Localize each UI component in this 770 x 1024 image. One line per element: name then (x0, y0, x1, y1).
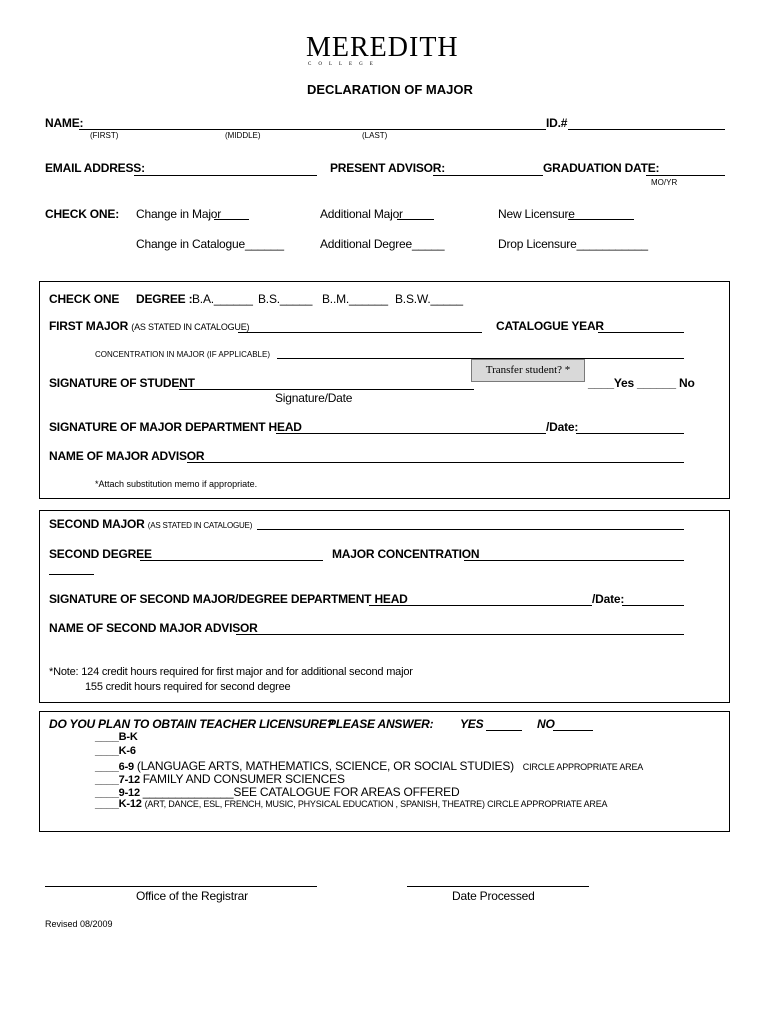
licensure-7-12-area: FAMILY AND CONSUMER SCIENCES (142, 772, 345, 786)
first-major-text: FIRST MAJOR (49, 319, 129, 333)
licensure-6-9-areas: (LANGUAGE ARTS, MATHEMATICS, SCIENCE, OR SOCIAL STUDIES) (136, 759, 514, 773)
last-name-hint: (LAST) (362, 131, 388, 140)
check-one-label: CHECK ONE: (45, 207, 120, 221)
second-advisor-label: NAME OF SECOND MAJOR ADVISOR (49, 621, 258, 635)
second-head-date-label: /Date: (592, 592, 625, 606)
catalogue-year-label: CATALOGUE YEAR (496, 319, 604, 333)
email-field[interactable] (134, 175, 317, 176)
second-major-label (49, 517, 252, 531)
attach-memo-note: *Attach substitution memo if appropriate. (95, 479, 258, 489)
registrar-caption: Office of the Registrar (136, 889, 248, 903)
degree-check-one-label: CHECK ONE (49, 292, 120, 306)
graduation-date-field[interactable] (646, 175, 725, 176)
first-major-as-stated: (AS STATED IN CATALOGUE) (131, 322, 250, 332)
option-additional-degree[interactable] (320, 237, 444, 251)
mo-yr-hint: MO/YR (651, 178, 678, 187)
licensure-7-12-row (95, 772, 345, 786)
major-advisor-label: NAME OF MAJOR ADVISOR (49, 449, 205, 463)
second-major-text: SECOND MAJOR (49, 517, 145, 531)
middle-name-hint: (MIDDLE) (225, 131, 261, 140)
licensure-no-blank[interactable] (553, 730, 593, 731)
second-major-as-stated: (AS STATED IN CATALOGUE) (147, 521, 253, 530)
name-field[interactable] (79, 129, 546, 130)
date-processed-line[interactable] (407, 886, 589, 887)
present-advisor-field[interactable] (433, 175, 543, 176)
id-field[interactable] (568, 129, 725, 130)
major-concentration-label: MAJOR CONCENTRATION (332, 547, 480, 561)
concentration-label: CONCENTRATION IN MAJOR (IF APPLICABLE) (95, 350, 270, 359)
option-change-catalogue-label: Change in Catalogue (136, 237, 245, 251)
logo-wordmark: MEREDITH (306, 32, 459, 63)
transfer-no[interactable]: ______ No (637, 376, 695, 390)
licensure-9-12-row (95, 785, 459, 799)
option-change-major-label: Change in Major (136, 207, 222, 221)
dept-head-date-label: /Date: (546, 420, 579, 434)
licensure-k-12-row (95, 798, 607, 810)
logo-subtext: COLLEGE (308, 62, 380, 67)
licensure-no-label: NO (537, 717, 555, 731)
licensure-9-12[interactable]: ____9-12 (95, 787, 140, 799)
id-label: ID.# (546, 116, 568, 130)
major-concentration-field[interactable] (464, 560, 684, 561)
degree-ba-option[interactable]: B.A.______ (192, 292, 253, 306)
degree-bsw-option[interactable]: B.S.W._____ (395, 292, 463, 306)
transfer-tooltip-text: Transfer student? * (485, 364, 571, 376)
degree-label: DEGREE : (136, 292, 193, 306)
option-additional-degree-label: Additional Degree (320, 237, 412, 251)
college-logo (306, 34, 466, 68)
revised-date: Revised 08/2009 (45, 919, 113, 929)
present-advisor-label: PRESENT ADVISOR: (330, 161, 446, 175)
sig-dept-head-field[interactable] (276, 433, 546, 434)
option-change-catalogue[interactable] (136, 237, 284, 251)
credit-note-line2: 155 credit hours required for second degree (85, 681, 291, 693)
option-drop-licensure[interactable] (498, 237, 648, 251)
first-name-hint: (FIRST) (90, 131, 119, 140)
change-major-blank[interactable] (214, 219, 249, 220)
sig-second-head-field[interactable] (369, 605, 592, 606)
sig-dept-head-label: SIGNATURE OF MAJOR DEPARTMENT HEAD (49, 420, 302, 434)
graduation-date-label: GRADUATION DATE: (543, 161, 660, 175)
degree-bm-option[interactable]: B..M.______ (322, 292, 388, 306)
major-advisor-field[interactable] (187, 462, 684, 463)
licensure-7-12[interactable]: ____7-12 (95, 774, 140, 786)
licensure-9-12-area: ______________SEE CATALOGUE FOR AREAS OFFERED (142, 785, 460, 799)
transfer-student-tooltip (471, 359, 585, 382)
licensure-6-9-circle-note: CIRCLE APPROPRIATE AREA (522, 762, 644, 772)
licensure-k-12-areas: (ART, DANCE, ESL, FRENCH, MUSIC, PHYSICAL EDUCATION , SPANISH, THEATRE) CIRCLE APPROPRIATE AREA (144, 799, 608, 809)
additional-major-blank[interactable] (397, 219, 434, 220)
page-title: DECLARATION OF MAJOR (307, 82, 473, 97)
first-major-section (39, 281, 730, 499)
first-major-label (49, 319, 249, 333)
licensure-yes-label: YES (460, 717, 484, 731)
licensure-6-9[interactable]: ____6-9 (95, 761, 134, 773)
option-additional-major[interactable] (320, 207, 403, 221)
major-concentration-field-cont[interactable] (49, 574, 94, 575)
licensure-6-9-row (95, 759, 643, 773)
signature-student-label: SIGNATURE OF STUDENT (49, 376, 195, 390)
licensure-bk[interactable]: ____B-K (95, 731, 138, 743)
first-major-field[interactable] (238, 332, 482, 333)
option-change-major[interactable] (136, 207, 221, 221)
credit-note-line1: *Note: 124 credit hours required for first major and for additional second major (49, 666, 413, 678)
second-advisor-field[interactable] (236, 634, 684, 635)
drop-licensure-blank: ___________ (576, 237, 648, 251)
option-new-licensure-label: New Licensure (498, 207, 575, 221)
signature-date-caption: Signature/Date (275, 391, 353, 405)
option-drop-licensure-label: Drop Licensure (498, 237, 577, 251)
licensure-k6[interactable]: ____K-6 (95, 745, 136, 757)
option-new-licensure[interactable] (498, 207, 575, 221)
licensure-question: DO YOU PLAN TO OBTAIN TEACHER LICENSURE? (49, 717, 334, 731)
second-degree-label: SECOND DEGREE (49, 547, 152, 561)
catalogue-year-field[interactable] (598, 332, 684, 333)
second-head-date-field[interactable] (622, 605, 684, 606)
sig-second-head-label: SIGNATURE OF SECOND MAJOR/DEGREE DEPARTMENT HEAD (49, 592, 408, 606)
degree-bs-option[interactable]: B.S._____ (258, 292, 313, 306)
date-processed-caption: Date Processed (452, 889, 535, 903)
transfer-yes[interactable]: ____Yes (588, 376, 634, 390)
option-additional-major-label: Additional Major (320, 207, 403, 221)
second-degree-field[interactable] (140, 560, 323, 561)
change-catalogue-blank: ______ (244, 237, 284, 251)
second-major-field[interactable] (257, 529, 684, 530)
dept-head-date-field[interactable] (576, 433, 684, 434)
licensure-yes-blank[interactable] (486, 730, 522, 731)
new-licensure-blank[interactable] (568, 219, 634, 220)
name-label: NAME: (45, 116, 84, 130)
email-label: EMAIL ADDRESS: (45, 161, 145, 175)
please-answer-label: PLEASE ANSWER: (328, 717, 434, 731)
additional-degree-blank: _____ (412, 237, 445, 251)
registrar-signature-line[interactable] (45, 886, 317, 887)
signature-student-field[interactable] (179, 389, 474, 390)
licensure-k-12[interactable]: ____K-12 (95, 798, 142, 810)
